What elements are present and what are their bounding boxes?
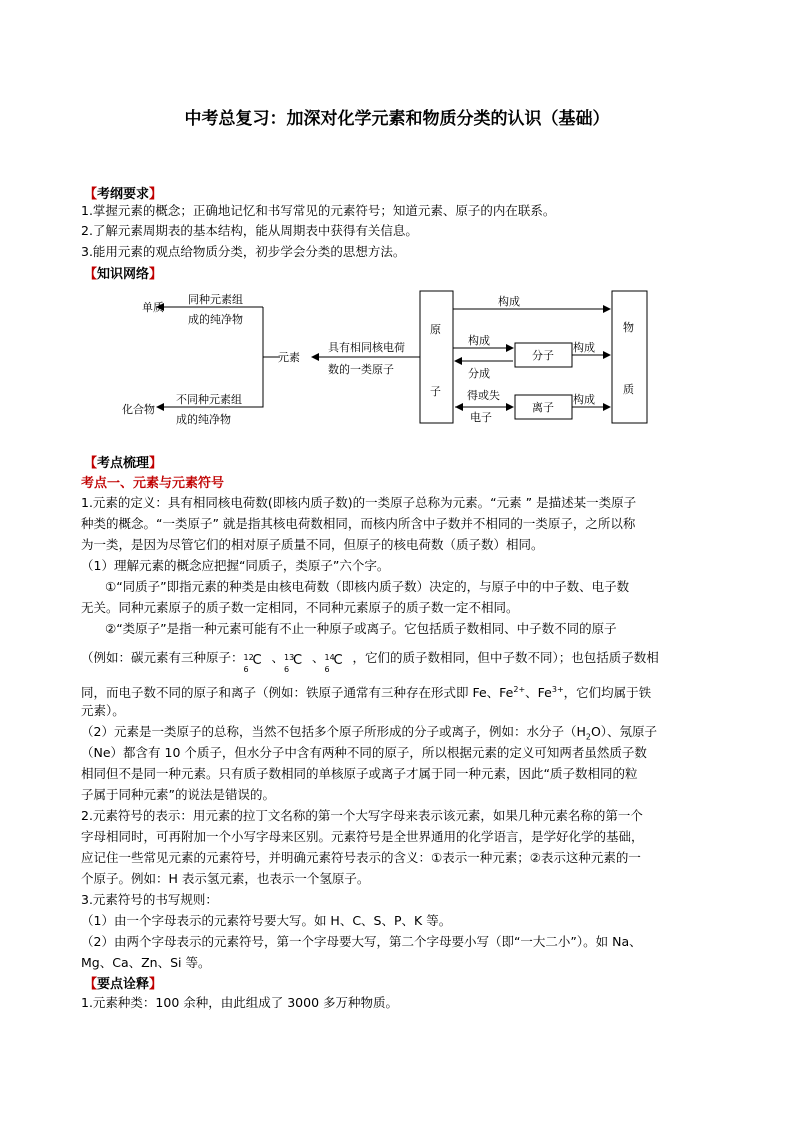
text-line-6: 无关。同种元素原子的质子数一定相同，不同种元素原子的质子数一定不相同。 — [81, 600, 519, 615]
label-gouch-top: 构成 — [498, 295, 520, 308]
text-line-17: 应记住一些常见元素的元素符号，并明确元素符号表示的含义：①表示一种元素；②表示这种元素的一 — [81, 850, 641, 865]
kp1-heading: 考点一、元素与元素符号 — [81, 476, 225, 491]
label-deshi-1: 得或失 — [467, 389, 500, 402]
text-line-11b: 2 — [585, 732, 591, 742]
label-fenzi: 分子 — [532, 349, 554, 362]
isotope-c13 — [284, 650, 312, 674]
box-matter — [612, 291, 647, 423]
iso-sep-1: 、 — [271, 650, 285, 665]
text-line-21: （2）由两个字母表示的元素符号，第一个字母要大写，第二个字母要小写（即“一大二小”）。如 Na、 — [81, 934, 642, 949]
text-line-9c: 、Fe — [525, 685, 552, 701]
text-line-9a: 同，而电子数不同的原子和离子（例如：铁原子通常有三种存在形式即 Fe、Fe — [81, 685, 514, 701]
text-line-11c: O）、氖原子 — [590, 724, 658, 739]
label-fencheng: 分成 — [468, 367, 490, 380]
section-points-label: 考点梳理 — [97, 456, 150, 471]
label-same-elem-2: 成的纯净物 — [188, 313, 243, 326]
label-def-2: 数的一类原子 — [328, 363, 394, 376]
text-line-9b: 2+ — [513, 685, 526, 694]
text-line-8 — [81, 648, 659, 674]
text-line-18: 个原子。例如：H 表示氢元素，也表示一个氢原子。 — [81, 871, 370, 886]
text-line-20: （1）由一个字母表示的元素符号要大写。如 H、C、S、P、K 等。 — [81, 913, 452, 928]
section-key-heading: 【要点诠释】 — [84, 977, 163, 992]
syllabus-item-2: 2.了解元素周期表的基本结构，能从周期表中获得有关信息。 — [81, 223, 418, 238]
isotope-c12 — [243, 650, 272, 674]
syllabus-item-1: 1.掌握元素的概念；正确地记忆和书写常见的元素符号；知道元素、原子的内在联系。 — [81, 203, 556, 218]
isotope-c14-mass: 14 — [324, 652, 335, 662]
label-yuan: 原 — [430, 323, 441, 336]
label-zi: 子 — [430, 385, 441, 398]
text-line-12: （Ne）都含有 10 个质子，但水分子中含有两种不同的原子，所以根据元素的定义可知两者虽然质子数 — [81, 745, 647, 760]
section-points-heading: 【考点梳理】 — [84, 456, 163, 471]
text-line-15: 2.元素符号的表示：用元素的拉丁文名称的第一个大写字母来表示该元素，如果几种元素名称的第一个 — [81, 808, 643, 823]
syllabus-item-3: 3.能用元素的观点给物质分类，初步学会分类的思想方法。 — [81, 244, 406, 259]
isotope-c14 — [324, 650, 353, 674]
isotope-c14-el: C — [333, 652, 343, 668]
isotope-c13-el: C — [293, 652, 303, 668]
arrowhead-huahewu — [156, 403, 164, 411]
section-network-heading: 【知识网络】 — [84, 267, 163, 282]
section-syllabus-label: 考纲要求 — [97, 187, 150, 202]
label-gouch-mol: 构成 — [468, 334, 490, 347]
text-line-23: 1.元素种类：100 余种，由此组成了 3000 多万种物质。 — [81, 995, 399, 1010]
text-line-2: 种类的概念。“一类原子” 就是指其核电荷数相同，而核内所含中子数并不相同的一类原子，之所以称 — [81, 516, 636, 531]
text-line-9d: 3+ — [551, 685, 564, 694]
label-def-1: 具有相同核电荷 — [328, 341, 405, 354]
label-lizi: 离子 — [532, 401, 554, 414]
text-line-4: （1）理解元素的概念应把握“同质子，类原子”六个字。 — [81, 558, 390, 573]
label-gouch-fz: 构成 — [573, 341, 595, 354]
section-key-label: 要点诠释 — [97, 977, 150, 992]
page-title: 中考总复习：加深对化学元素和物质分类的认识（基础） — [184, 109, 610, 129]
isotope-c12-el: C — [252, 652, 262, 668]
label-huahewu: 化合物 — [122, 403, 155, 416]
text-line-13: 相同但不是同一种元素。只有质子数相同的单核原子或离子才属于同一种元素，因此“质子数相同的粒 — [81, 766, 638, 781]
text-line-19: 3.元素符号的书写规则： — [81, 892, 218, 907]
label-gouch-lz: 构成 — [573, 393, 595, 406]
label-danzhi: 单质 — [142, 301, 164, 314]
text-line-10: 元素）。 — [81, 703, 125, 718]
label-diff-elem-1: 不同种元素组 — [176, 393, 242, 406]
text-line-9e: ，它们均属于铁 — [563, 685, 652, 701]
iso-sep-2: 、 — [312, 650, 325, 665]
section-syllabus-heading: 【考纲要求】 — [84, 187, 163, 202]
isotope-c13-z: 6 — [284, 664, 290, 674]
label-deshi-2: 电子 — [470, 411, 492, 424]
text-line-8b: ，它们的质子数相同，但中子数不同）；也包括质子数相 — [352, 650, 659, 665]
text-line-14: 子属于同种元素”的说法是错误的。 — [81, 787, 275, 802]
isotope-c12-mass: 12 — [243, 652, 254, 662]
label-wu: 物 — [623, 321, 634, 334]
label-zhi: 质 — [623, 383, 634, 396]
text-line-7: ②“类原子”是指一种元素可能有不止一种原子或离子。它包括质子数相同、中子数不同的原子 — [105, 621, 617, 636]
isotope-c13-mass: 13 — [284, 652, 295, 662]
label-yuansu: 元素 — [278, 351, 300, 364]
text-line-9 — [81, 680, 651, 703]
label-diff-elem-2: 成的纯净物 — [176, 413, 231, 426]
isotope-c12-z: 6 — [243, 664, 249, 674]
isotope-c14-z: 6 — [324, 664, 330, 674]
text-line-22: Mg、Ca、Zn、Si 等。 — [81, 955, 211, 970]
arrowhead-ion-atom — [455, 403, 463, 411]
knowledge-network-diagram — [110, 285, 670, 435]
text-line-1: 1.元素的定义：具有相同核电荷数(即核内质子数)的一类原子总称为元素。“元素 ” 是描述某一类原子 — [81, 495, 637, 510]
section-network-label: 知识网络 — [97, 267, 150, 282]
text-line-16: 字母相同时，可再附加一个小写字母来区别。元素符号是全世界通用的化学语言，是学好化学的基础， — [81, 829, 644, 844]
text-line-3: 为一类，是因为尽管它们的相对原子质量不同，但原子的核电荷数（质子数）相同。 — [81, 537, 544, 552]
text-line-11a: （2）元素是一类原子的总称，当然不包括多个原子所形成的分子或离子，例如：水分子（H — [81, 724, 586, 739]
label-same-elem-1: 同种元素组 — [188, 293, 243, 306]
text-line-8a: （例如：碳元素有三种原子： — [81, 650, 244, 665]
text-line-5: ①“同质子”即指元素的种类是由核电荷数（即核内质子数）决定的，与原子中的中子数、电子数 — [105, 579, 630, 594]
box-atom — [420, 291, 453, 423]
